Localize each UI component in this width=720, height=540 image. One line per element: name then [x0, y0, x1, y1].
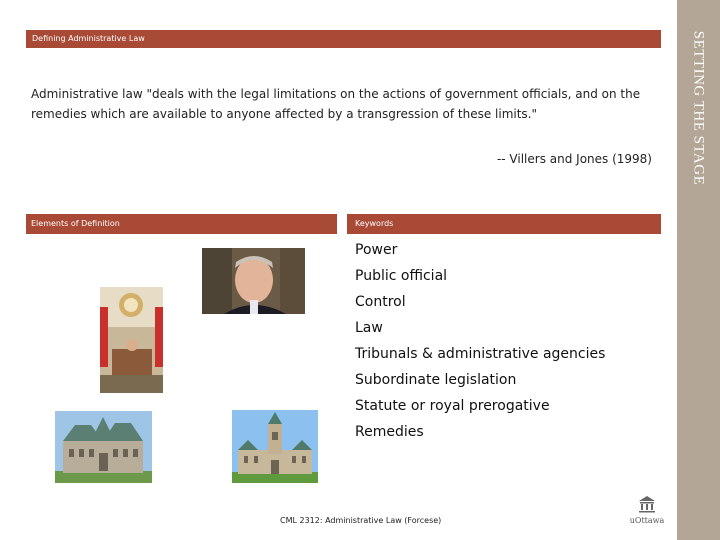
quote-attribution: -- Villers and Jones (1998): [496, 152, 652, 166]
keyword-item: Tribunals & administrative agencies: [355, 346, 606, 362]
keywords-list: [355, 237, 605, 445]
keyword-item: Control: [355, 294, 406, 310]
keyword-item: Statute or royal prerogative: [355, 398, 550, 414]
supreme-court-building-photo: [55, 411, 152, 483]
keywords-band: Keywords: [347, 214, 661, 234]
university-building-icon: [637, 494, 657, 514]
keyword-item: Public official: [355, 268, 448, 284]
keyword-item: Law: [355, 320, 383, 336]
section-title-band: Defining Administrative Law: [26, 30, 661, 48]
keyword-item: Subordinate legislation: [355, 372, 517, 388]
parliament-building-photo: [232, 410, 318, 483]
university-logo: [626, 494, 668, 530]
elements-of-definition-band: Elements of Definition: [26, 214, 337, 234]
keyword-item: Power: [355, 242, 398, 258]
prime-minister-photo: [202, 248, 305, 314]
tribunal-event-photo: [100, 287, 163, 393]
side-title: SETTING THE STAGE: [690, 30, 707, 186]
keyword-item: Remedies: [355, 424, 424, 440]
logo-text: uOttawa: [629, 516, 665, 525]
course-footer: CML 2312: Administrative Law (Forcese): [280, 516, 442, 525]
definition-quote: Administrative law "deals with the legal limitations on the actions of government officials, and on the remedies which are available to anyone affected by a transgression of these limits.": [31, 87, 641, 121]
